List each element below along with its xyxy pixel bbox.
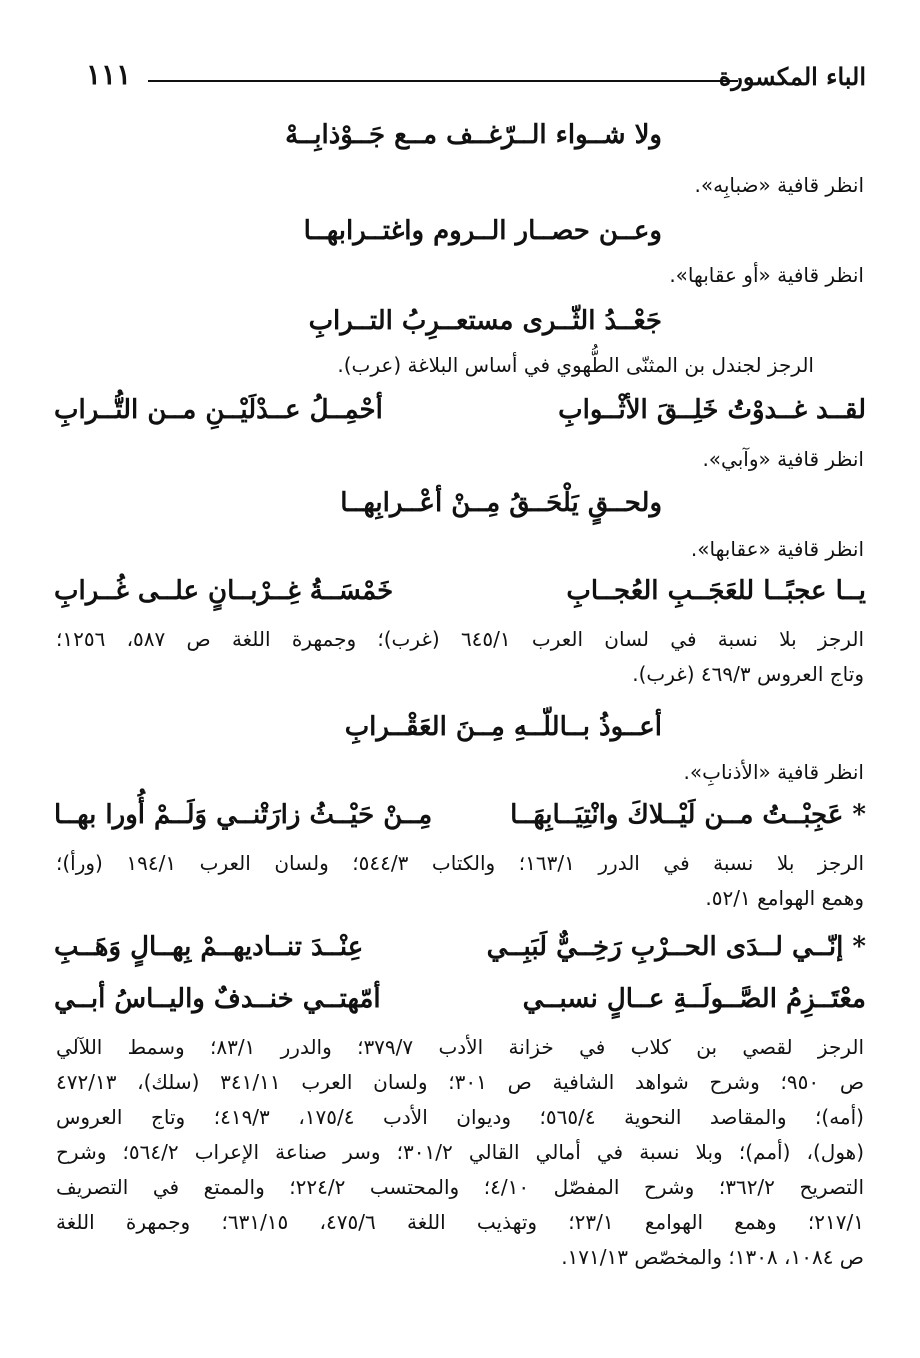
first-hemistich: * إنّــي لــدَى الحــرْبِ رَخِــيٌّ لَبَبِــي: [486, 932, 866, 962]
second-hemistich: عِنْــدَ تنــاديهــمْ بِهــالٍ وَهَــبِ: [54, 932, 364, 962]
first-hemistich: يــا عجبًــا للعَجَــبِ العُجــابِ: [566, 576, 866, 606]
note-line: التصريح ٣٦٢/٢؛ وشرح المفصّل ٤/١٠؛ والمحتسب ٢٢٤/٢؛ والممتع في التصريف: [56, 1175, 864, 1199]
citation-note: [56, 622, 864, 692]
verse-couplet: [54, 932, 866, 972]
verse-line: ولحــقٍ يَلْحَــقُ مِــنْ أعْــرابِهــا: [340, 488, 662, 518]
verse-couplet: [54, 984, 866, 1024]
note-line: انظر قافية «أو عقابها».: [669, 263, 864, 287]
first-hemistich: * عَجِبْــتُ مــن لَيْــلاكَ وانْتِيَــابِهَــا: [510, 800, 866, 830]
note-line: ص ١٠٨٤، ١٣٠٨؛ والمخصّص ١٧١/١٣.: [561, 1245, 864, 1269]
note-line: انظر قافية «عقابها».: [690, 537, 864, 561]
verse-couplet: [54, 800, 866, 840]
first-hemistich: لقــد غــدوْتُ خَلِــقَ الأثْــوابِ: [558, 395, 866, 425]
note-line: وهمع الهوامع ٥٢/١.: [705, 886, 864, 910]
verse-line: جَعْــدُ الثّــرى مستعــرِبُ التــرابِ: [308, 306, 662, 336]
header-rule: [148, 80, 738, 82]
note-line: (هول)، (أمم)؛ وبلا نسبة في أمالي القالي ٣٠١/٢؛ وسر صناعة الإعراب ٥٦٤/٢؛ وشرح: [56, 1140, 864, 1164]
note-line: وتاج العروس ٤٦٩/٣ (غرب).: [632, 662, 864, 686]
second-hemistich: أمّهتــي خنــدفٌ واليــاسُ أبــي: [54, 984, 381, 1014]
note-line: (أمه)؛ والمقاصد النحوية ٥٦٥/٤؛ وديوان الأدب ١٧٥/٤، ٤١٩/٣؛ وتاج العروس: [56, 1105, 864, 1129]
citation-note: [56, 1030, 864, 1275]
verse-couplet: [54, 576, 866, 616]
first-hemistich: معْتَــزِمُ الصَّــولَــةِ عــالٍ نسبــي: [522, 984, 866, 1014]
note-line: انظر قافية «ضبابِه».: [694, 173, 864, 197]
note-line: ٢١٧/١؛ وهمع الهوامع ٢٣/١؛ وتهذيب اللغة ٤٧٥/٦، ٦٣١/١٥؛ وجمهرة اللغة: [56, 1210, 864, 1234]
verse-line: ولا شــواء الــرّغــف مــع جَــوْذابِــهْ: [285, 120, 662, 150]
verse-couplet: [54, 395, 866, 435]
verse-line: وعــن حصــار الــروم واغتــرابهــا: [303, 216, 662, 246]
second-hemistich: مِــنْ حَيْــثُ زارَتْنــي وَلَــمْ أُورا بهــا: [54, 800, 433, 830]
note-line: انظر قافية «الأذنابِ».: [683, 760, 864, 784]
note-line: انظر قافية «وآبي».: [702, 447, 864, 471]
running-title: الباء المكسورة: [718, 62, 866, 91]
second-hemistich: أحْمِــلُ عــدْلَيْــنِ مــن التُّــرابِ: [54, 395, 383, 425]
note-line: ص ٩٥٠؛ وشرح شواهد الشافية ص ٣٠١؛ ولسان العرب ٣٤١/١١ (سلك)، ٤٧٢/١٣: [56, 1070, 864, 1094]
note-line: الرجز بلا نسبة في لسان العرب ٦٤٥/١ (غرب)؛ وجمهرة اللغة ص ٥٨٧، ١٢٥٦؛: [56, 627, 864, 651]
note-line: الرجز بلا نسبة في الدرر ١٦٣/١؛ والكتاب ٥٤٤/٣؛ ولسان العرب ١٩٤/١ (ورأ)؛: [56, 851, 864, 875]
citation-note: [56, 846, 864, 916]
note-line: الرجز لقصي بن كلاب في خزانة الأدب ٣٧٩/٧؛ والدرر ٨٣/١؛ وسمط اللآلي: [56, 1035, 864, 1059]
second-hemistich: خَمْسَــةُ غِــرْبــانٍ علــى غُــرابِ: [54, 576, 394, 606]
verse-line: أعــوذُ بــاللّــهِ مِــنَ العَقْــرابِ: [344, 712, 662, 742]
page-number: ١١١: [86, 58, 132, 91]
page-header: [86, 58, 866, 98]
note-line: الرجز لجندل بن المثنّى الطُّهوي في أساس البلاغة (عرب).: [337, 353, 814, 377]
